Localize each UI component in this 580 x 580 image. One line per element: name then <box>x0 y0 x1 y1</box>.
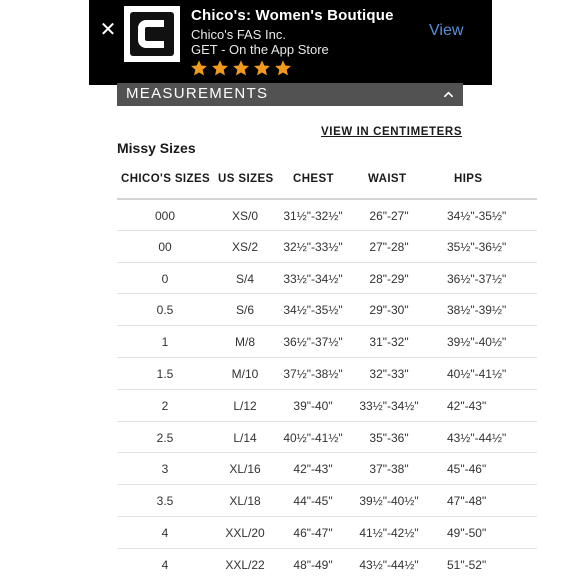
star-icon <box>253 59 271 77</box>
table-body <box>117 198 537 580</box>
table-row <box>117 230 537 262</box>
star-icon <box>211 59 229 77</box>
cell-chicos-size: 000 <box>154 209 176 223</box>
cell-waist: 26"-27" <box>369 209 409 223</box>
header-us-sizes: US SIZES <box>218 173 274 185</box>
cell-us-size: XXL/20 <box>225 525 265 540</box>
close-icon[interactable]: ✕ <box>99 17 117 41</box>
cell-chest: 40½"-41½" <box>283 430 343 445</box>
view-in-centimeters-link[interactable]: VIEW IN CENTIMETERS <box>321 126 463 138</box>
cell-chicos-size: 3.5 <box>156 494 174 509</box>
cell-chest: 34½"-35½" <box>283 303 343 318</box>
table-row <box>117 389 537 421</box>
cell-waist: 35"-36" <box>369 430 409 445</box>
measurements-title: MEASUREMENTS <box>126 85 269 102</box>
cell-us-size: L/14 <box>233 430 257 445</box>
size-chart-table <box>117 162 507 580</box>
cell-waist: 28"-29" <box>369 271 409 286</box>
chevron-up-icon <box>443 89 454 100</box>
header-waist: WAIST <box>368 173 407 185</box>
cell-waist: 27"-28" <box>369 239 409 254</box>
cell-us-size: XL/18 <box>229 494 261 509</box>
cell-chest: 48"-49" <box>293 557 333 572</box>
cell-hips: 47"-48" <box>447 494 487 509</box>
cell-hips: 40½"-41½" <box>447 366 507 381</box>
star-icon <box>190 59 208 77</box>
cell-us-size: XS/0 <box>231 209 259 223</box>
table-row <box>117 421 537 453</box>
cell-hips: 34½"-35½" <box>447 209 507 223</box>
cell-us-size: M/8 <box>234 335 256 350</box>
cell-chicos-size: 2.5 <box>156 430 174 445</box>
section-title: Missy Sizes <box>117 140 196 156</box>
cell-waist: 43½"-44½" <box>359 557 419 572</box>
cell-chest: 37½"-38½" <box>283 366 343 381</box>
app-title: Chico's: Women's Boutique <box>191 7 394 24</box>
cell-hips: 35½"-36½" <box>447 239 507 254</box>
table-row <box>117 357 537 389</box>
table-row <box>117 452 537 484</box>
table-row <box>117 484 537 516</box>
table-header-row <box>117 162 537 198</box>
cell-waist: 37"-38" <box>369 462 409 477</box>
star-icon <box>232 59 250 77</box>
cell-hips: 43½"-44½" <box>447 430 507 445</box>
cell-chest: 39"-40" <box>293 398 333 413</box>
cell-chest: 33½"-34½" <box>283 271 343 286</box>
cell-chicos-size: 4 <box>161 525 169 540</box>
cell-chest: 44"-45" <box>293 494 333 509</box>
cell-chest: 46"-47" <box>293 525 333 540</box>
cell-us-size: M/10 <box>231 366 259 381</box>
header-chicos-sizes: CHICO'S SIZES <box>121 173 211 185</box>
header-hips: HIPS <box>454 173 483 185</box>
table-row <box>117 325 537 357</box>
cell-waist: 39½"-40½" <box>359 494 419 509</box>
table-row <box>117 516 537 548</box>
chicos-c-logo <box>124 6 180 62</box>
cell-waist: 31"-32" <box>369 335 409 350</box>
table-row <box>117 293 537 325</box>
app-store-text: GET - On the App Store <box>191 42 329 57</box>
cell-hips: 38½"-39½" <box>447 303 507 318</box>
cell-chest: 32½"-33½" <box>283 239 343 254</box>
app-publisher: Chico's FAS Inc. <box>191 27 286 42</box>
header-chest: CHEST <box>293 173 334 185</box>
cell-waist: 33½"-34½" <box>359 398 419 413</box>
cell-chest: 36½"-37½" <box>283 335 343 350</box>
cell-hips: 36½"-37½" <box>447 271 507 286</box>
cell-chest: 42"-43" <box>293 462 333 477</box>
view-button[interactable]: View <box>429 22 464 39</box>
cell-us-size: L/12 <box>233 398 257 413</box>
cell-us-size: S/4 <box>235 271 255 286</box>
cell-us-size: XXL/22 <box>225 557 265 572</box>
cell-us-size: XL/16 <box>229 462 261 477</box>
cell-waist: 32"-33" <box>369 366 409 381</box>
cell-waist: 29"-30" <box>369 303 409 318</box>
rating-stars <box>190 59 292 79</box>
cell-us-size: XS/2 <box>231 239 259 254</box>
cell-chicos-size: 4 <box>161 557 169 572</box>
cell-chicos-size: 2 <box>161 398 169 413</box>
table-row <box>117 198 537 230</box>
cell-hips: 51"-52" <box>447 557 487 572</box>
measurements-accordion-header[interactable] <box>117 83 463 106</box>
cell-hips: 45"-46" <box>447 462 487 477</box>
cell-hips: 49"-50" <box>447 525 487 540</box>
app-store-banner <box>89 0 492 85</box>
cell-chicos-size: 1 <box>161 335 169 350</box>
cell-chicos-size: 1.5 <box>156 366 174 381</box>
star-icon <box>274 59 292 77</box>
cell-waist: 41½"-42½" <box>359 525 419 540</box>
app-icon <box>124 6 180 62</box>
cell-chicos-size: 3 <box>161 462 169 477</box>
cell-chicos-size: 00 <box>158 239 172 254</box>
cell-hips: 39½"-40½" <box>447 335 507 350</box>
cell-chicos-size: 0.5 <box>156 303 174 318</box>
cell-hips: 42"-43" <box>447 398 487 413</box>
cell-us-size: S/6 <box>235 303 255 318</box>
cell-chest: 31½"-32½" <box>283 209 343 223</box>
cell-chicos-size: 0 <box>161 271 169 286</box>
table-row <box>117 262 537 294</box>
table-row <box>117 548 537 580</box>
